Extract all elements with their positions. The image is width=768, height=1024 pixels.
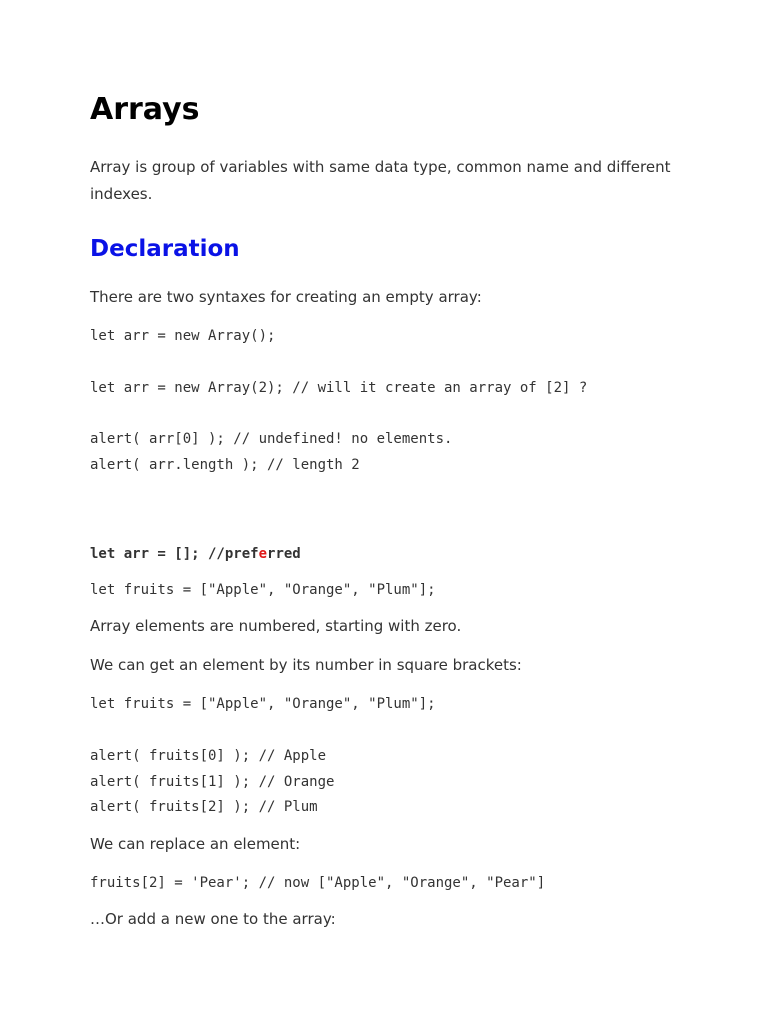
preferred-code-line xyxy=(90,541,301,567)
numbered-paragraph: Array elements are numbered, starting with zero. xyxy=(90,617,462,635)
code-line: alert( fruits[0] ); // Apple xyxy=(90,748,327,764)
code-line: alert( arr[0] ); // undefined! no elements. xyxy=(90,431,453,447)
code-line: let arr = new Array(2); // will it create an array of [2] ? xyxy=(90,380,588,396)
code-line: let fruits = ["Apple", "Orange", "Plum"]; xyxy=(90,696,436,712)
add-paragraph: …Or add a new one to the array: xyxy=(90,910,336,928)
intro-paragraph: Array is group of variables with same data type, common name and different indexes. xyxy=(90,158,671,203)
page-title: Arrays xyxy=(90,92,200,127)
section-heading-declaration: Declaration xyxy=(90,236,240,262)
syntaxes-paragraph: There are two syntaxes for creating an empty array: xyxy=(90,288,482,306)
replace-paragraph: We can replace an element: xyxy=(90,835,301,853)
code-line: let fruits = ["Apple", "Orange", "Plum"]; xyxy=(90,582,436,598)
code-line: fruits[2] = 'Pear'; // now ["Apple", "Orange", "Pear"] xyxy=(90,875,546,891)
code-line: alert( fruits[1] ); // Orange xyxy=(90,774,335,790)
highlighted-char: e xyxy=(258,546,268,562)
code-line: alert( fruits[2] ); // Plum xyxy=(90,799,318,815)
code-line: alert( arr.length ); // length 2 xyxy=(90,457,360,473)
code-line: let arr = new Array(); xyxy=(90,328,276,344)
code-text: rred xyxy=(267,546,301,562)
get-element-paragraph: We can get an element by its number in square brackets: xyxy=(90,656,522,674)
code-text: let arr = []; //pref xyxy=(90,546,259,562)
